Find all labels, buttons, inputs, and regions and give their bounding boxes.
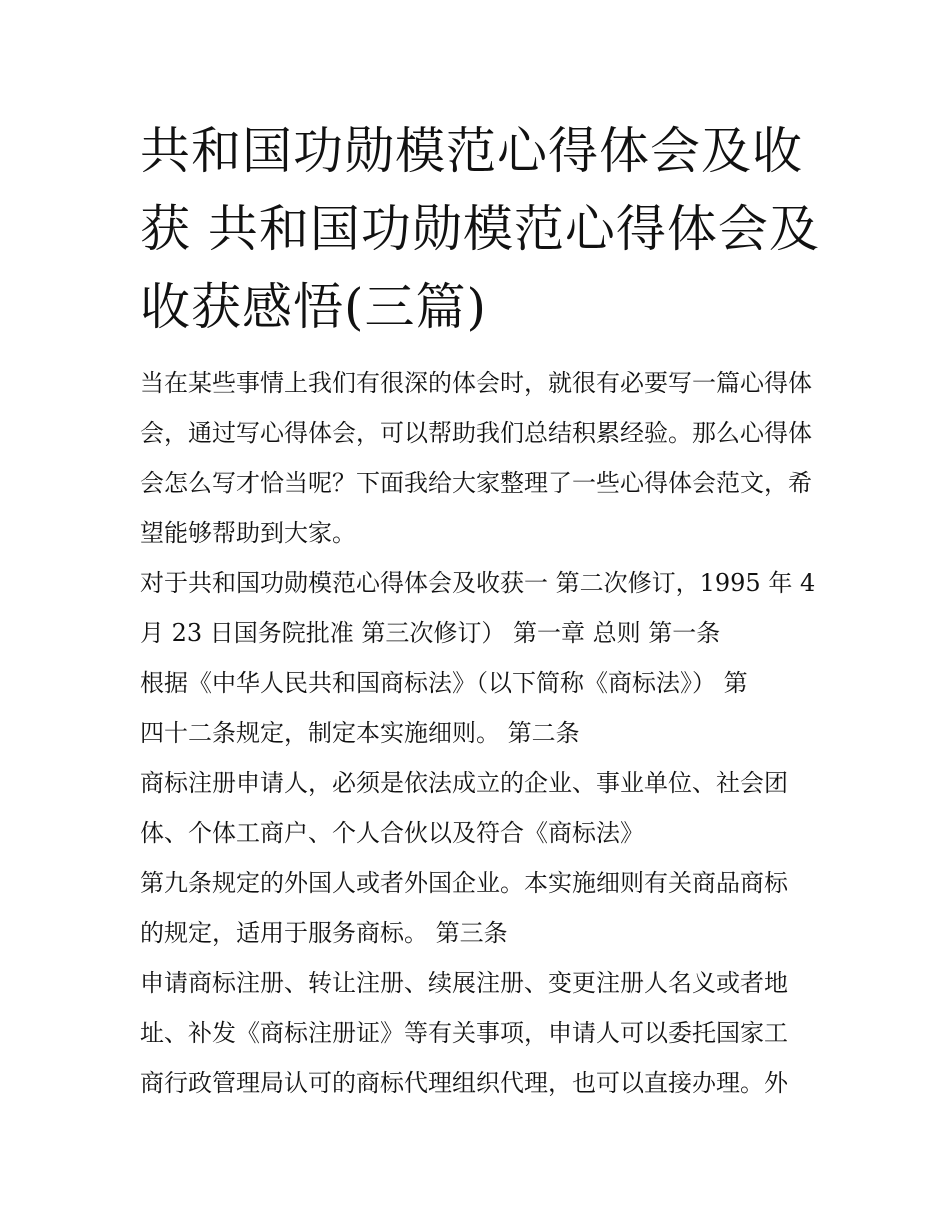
body-line: 四十二条规定，制定本实施细则。 第二条 (140, 719, 580, 747)
document-title: 共和国功勋模范心得体会及收获 共和国功勋模范心得体会及收获感悟(三篇) (140, 122, 820, 336)
body-line: 对于共和国功勋模范心得体会及收获一 第二次修订，1995 年 4 (140, 569, 816, 597)
body-line: 商行政管理局认可的商标代理组织代理，也可以直接办理。外 (140, 1069, 788, 1097)
body-lines (140, 558, 820, 1108)
body-line: 商标注册申请人，必须是依法成立的企业、事业单位、社会团 (140, 769, 788, 797)
body-line: 月 23 日国务院批准 第三次修订） 第一章 总则 第一条 (140, 619, 721, 647)
body-line: 址、补发《商标注册证》等有关事项，申请人可以委托国家工 (140, 1019, 788, 1047)
body-line: 的规定，适用于服务商标。 第三条 (140, 919, 508, 947)
body-line: 申请商标注册、转让注册、续展注册、变更注册人名义或者地 (140, 969, 788, 997)
document-content (140, 112, 820, 1108)
body-line: 根据《中华人民共和国商标法》（以下简称《商标法》） 第 (140, 669, 748, 697)
body-line: 体、个体工商户、个人合伙以及符合《商标法》 (140, 819, 644, 847)
intro-paragraph: 当在某些事情上我们有很深的体会时，就很有必要写一篇心得体会，通过写心得体会，可以帮助我们总结积累经验。那么心得体会怎么写才恰当呢？下面我给大家整理了一些心得体会范文，希望能够帮助到大家。 (140, 369, 812, 547)
body-line: 第九条规定的外国人或者外国企业。本实施细则有关商品商标 (140, 869, 788, 897)
